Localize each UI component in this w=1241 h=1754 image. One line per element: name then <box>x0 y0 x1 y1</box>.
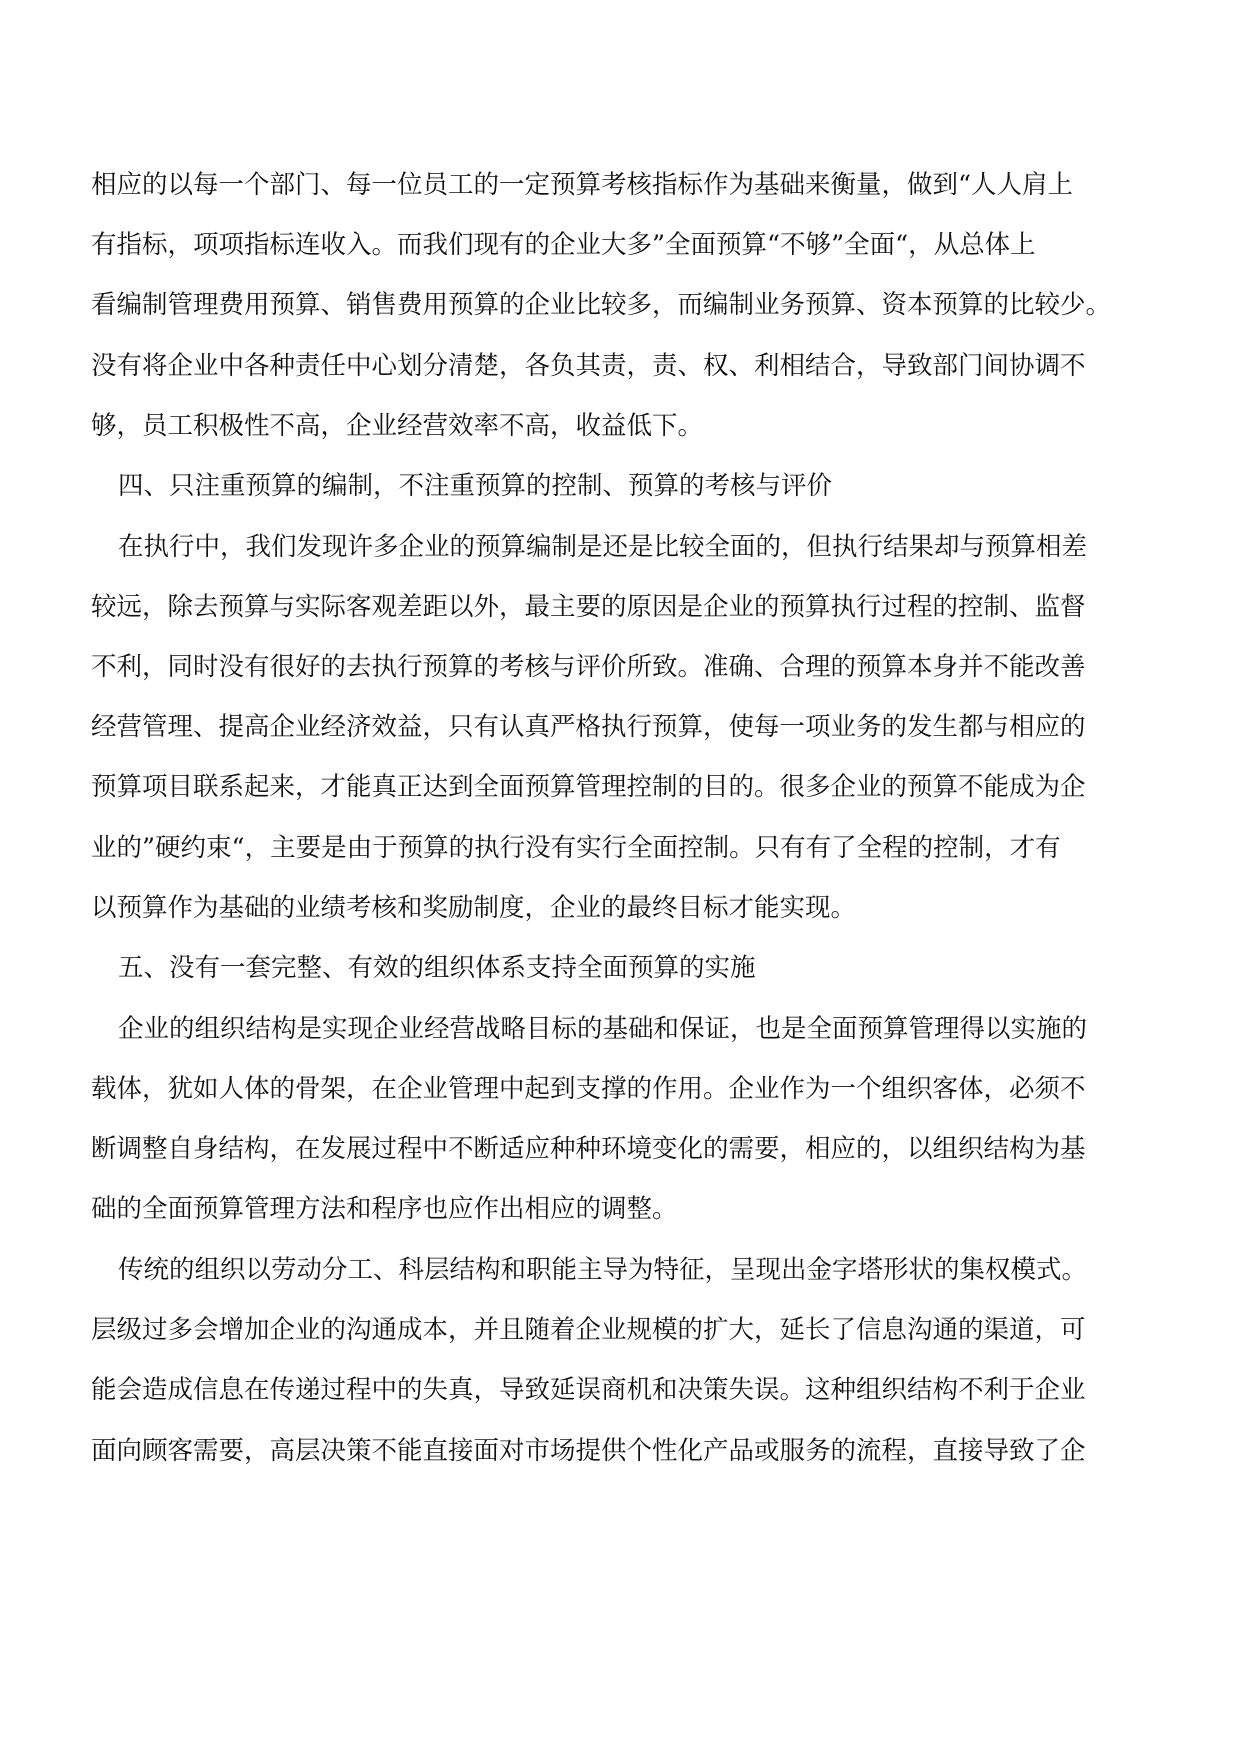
text-line: 经营管理、提高企业经济效益，只有认真严格执行预算，使每一项业务的发生都与相应的 <box>91 712 1086 742</box>
text-line: 有指标，项项指标连收入。而我们现有的企业大多”全面预算“不够”全面“，从总体上 <box>91 230 1036 260</box>
text-line: 预算项目联系起来，才能真正达到全面预算管理控制的目的。很多企业的预算不能成为企 <box>91 772 1086 802</box>
text-line: 在执行中，我们发现许多企业的预算编制是还是比较全面的，但执行结果却与预算相差 <box>118 532 1088 562</box>
text-line: 相应的以每一个部门、每一位员工的一定预算考核指标作为基础来衡量，做到“人人肩上 <box>91 170 1074 200</box>
text-line: 面向顾客需要，高层决策不能直接面对市场提供个性化产品或服务的流程，直接导致了企 <box>91 1436 1086 1466</box>
text-line: 看编制管理费用预算、销售费用预算的企业比较多，而编制业务预算、资本预算的比较少。 <box>91 290 1112 320</box>
section-heading: 四、只注重预算的编制，不注重预算的控制、预算的考核与评价 <box>118 471 833 501</box>
text-line: 业的”硬约束“，主要是由于预算的执行没有实行全面控制。只有有了全程的控制，才有 <box>91 833 1061 863</box>
text-line: 不利，同时没有很好的去执行预算的考核与评价所致。准确、合理的预算本身并不能改善 <box>91 652 1086 682</box>
text-line: 能会造成信息在传递过程中的失真，导致延误商机和决策失误。这种组织结构不利于企业 <box>91 1375 1086 1405</box>
text-line: 企业的组织结构是实现企业经营战略目标的基础和保证，也是全面预算管理得以实施的 <box>118 1014 1088 1044</box>
text-line: 传统的组织以劳动分工、科层结构和职能主导为特征，呈现出金字塔形状的集权模式。 <box>118 1255 1088 1285</box>
section-heading: 五、没有一套完整、有效的组织体系支持全面预算的实施 <box>118 953 756 983</box>
text-line: 以预算作为基础的业绩考核和奖励制度，企业的最终目标才能实现。 <box>91 893 857 923</box>
text-line: 层级过多会增加企业的沟通成本，并且随着企业规模的扩大，延长了信息沟通的渠道，可 <box>91 1315 1086 1345</box>
text-line: 断调整自身结构，在发展过程中不断适应种种环境变化的需要，相应的，以组织结构为基 <box>91 1134 1086 1164</box>
text-line: 较远，除去预算与实际客观差距以外，最主要的原因是企业的预算执行过程的控制、监督 <box>91 592 1086 622</box>
text-line: 础的全面预算管理方法和程序也应作出相应的调整。 <box>91 1194 678 1224</box>
text-line: 没有将企业中各种责任中心划分清楚，各负其责，责、权、利相结合，导致部门间协调不 <box>91 351 1086 381</box>
text-line: 载体，犹如人体的骨架，在企业管理中起到支撑的作用。企业作为一个组织客体，必须不 <box>91 1074 1086 1104</box>
text-line: 够，员工积极性不高，企业经营效率不高，收益低下。 <box>91 411 704 441</box>
